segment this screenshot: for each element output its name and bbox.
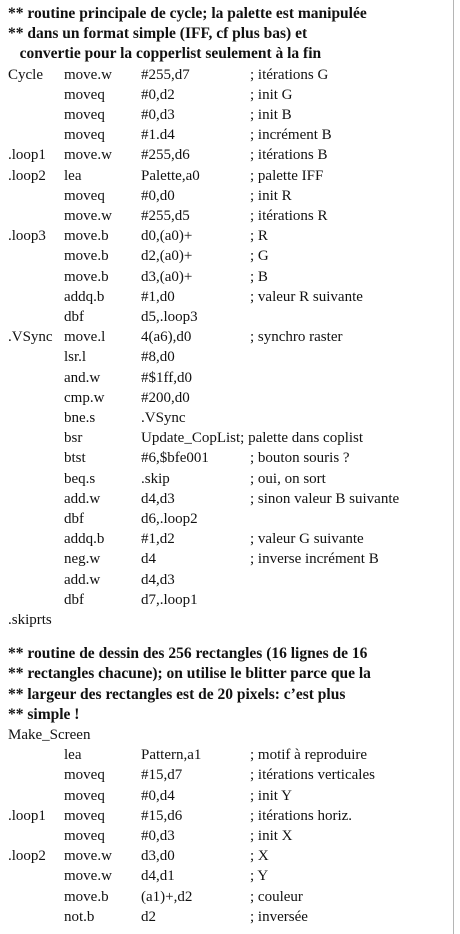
code-operand: d6,.loop2 <box>141 511 198 527</box>
comment-text: ** simple ! <box>8 705 80 723</box>
code-operand: Update_CopList; palette dans coplist <box>141 430 364 447</box>
code-line <box>8 428 450 448</box>
code-line <box>8 206 450 226</box>
code-operand: d4,d3 <box>141 490 175 507</box>
code-comment: ; valeur R suivante <box>250 288 363 305</box>
code-comment: ; palette IFF <box>250 167 324 184</box>
code-opcode: lea <box>64 747 82 764</box>
code-comment: ; oui, on sort <box>250 470 326 487</box>
code-operand: #15,d6 <box>141 807 183 824</box>
code-operand: d2,(a0)+ <box>141 248 193 265</box>
code-operand: #6,$bfe001 <box>141 450 209 467</box>
comment-text: ** routine de dessin des 256 rectangles (16 lignes de 16 <box>8 645 368 663</box>
code-operand: d7,.loop1 <box>141 591 198 608</box>
code-line <box>8 806 450 826</box>
code-opcode: move.w <box>64 868 112 885</box>
code-line <box>8 125 450 145</box>
code-label: Cycle <box>8 66 43 83</box>
code-comment: ; R <box>250 228 268 245</box>
code-line <box>8 186 450 206</box>
code-operand: #0,d3 <box>141 828 175 844</box>
code-line <box>8 570 450 590</box>
code-opcode: dbf <box>64 591 84 608</box>
code-opcode: lsr.l <box>64 349 87 366</box>
code-opcode: and.w <box>64 369 101 386</box>
code-operand: #1.d4 <box>141 127 175 144</box>
code-comment: ; init Y <box>250 787 292 804</box>
code-opcode: lea <box>64 167 82 184</box>
code-opcode: neg.w <box>64 551 101 568</box>
code-opcode: move.w <box>64 208 112 224</box>
code-opcode: moveq <box>64 107 105 123</box>
code-opcode: move.b <box>64 268 109 285</box>
code-operand: #200,d0 <box>141 389 190 406</box>
comment-line-bold <box>8 44 450 64</box>
code-operand: d4 <box>141 551 156 568</box>
code-opcode: beq.s <box>64 470 96 487</box>
code-line <box>8 65 450 85</box>
code-comment: ; sinon valeur B suivante <box>250 490 400 507</box>
code-operand: #0,d3 <box>141 107 175 123</box>
code-line <box>8 549 450 569</box>
code-line <box>8 509 450 529</box>
code-operand: #0,d4 <box>141 787 175 804</box>
code-operand: d4,d1 <box>141 868 175 885</box>
code-opcode: add.w <box>64 490 101 507</box>
code-comment: ; synchro raster <box>250 329 343 346</box>
code-opcode: cmp.w <box>64 389 105 406</box>
code-operand: 4(a6),d0 <box>141 329 192 346</box>
code-opcode: moveq <box>64 828 105 844</box>
code-opcode: btst <box>64 450 86 467</box>
code-comment: ; init X <box>250 828 293 844</box>
code-opcode: add.w <box>64 571 101 588</box>
code-label: .loop2 <box>8 167 46 184</box>
comment-line-bold <box>8 24 450 44</box>
code-opcode: dbf <box>64 309 84 325</box>
code-comment: ; Y <box>250 868 269 885</box>
code-line <box>8 226 450 246</box>
code-line <box>8 529 450 549</box>
code-opcode: moveq <box>64 807 105 824</box>
comment-line-bold <box>8 705 450 725</box>
code-comment: ; itérations B <box>250 147 328 164</box>
code-line <box>8 105 450 125</box>
code-opcode: moveq <box>64 787 105 804</box>
code-label: .loop1 <box>8 807 46 824</box>
code-line <box>8 907 450 927</box>
right-margin-rule <box>453 0 454 934</box>
code-label: .loop3 <box>8 228 46 245</box>
code-line <box>8 489 450 509</box>
code-opcode: dbf <box>64 511 84 527</box>
code-line <box>8 765 450 785</box>
code-operand: d3,(a0)+ <box>141 268 193 285</box>
code-opcode: move.l <box>64 329 106 346</box>
code-operand: #0,d2 <box>141 86 175 103</box>
code-comment: ; bouton souris ? <box>250 450 350 467</box>
code-line <box>8 145 450 165</box>
code-line <box>8 246 450 266</box>
code-comment: ; valeur G suivante <box>250 531 364 548</box>
code-operand: (a1)+,d2 <box>141 888 193 905</box>
code-comment: ; X <box>250 848 269 865</box>
code-comment: ; init G <box>250 86 293 103</box>
code-comment: ; motif à reproduire <box>250 747 368 764</box>
code-comment: ; incrément B <box>250 127 332 144</box>
code-line <box>8 745 450 765</box>
code-opcode: addq.b <box>64 531 105 548</box>
code-operand: #$1ff,d0 <box>141 369 192 386</box>
code-operand: #255,d5 <box>141 208 190 224</box>
code-line <box>8 347 450 367</box>
code-opcode: bsr <box>64 430 83 447</box>
comment-text: ** routine principale de cycle; la palette est manipulée <box>8 5 367 22</box>
code-operand: #15,d7 <box>141 767 183 784</box>
code-opcode: bne.s <box>64 410 96 426</box>
code-line <box>8 388 450 408</box>
code-opcode: move.w <box>64 848 112 865</box>
code-comment: ; itérations verticales <box>250 767 375 784</box>
comment-line-bold <box>8 664 450 684</box>
code-opcode: moveq <box>64 187 105 204</box>
code-line <box>8 826 450 846</box>
code-operand: #255,d7 <box>141 66 190 83</box>
code-operand: d2 <box>141 908 156 925</box>
code-comment: ; inverse incrément B <box>250 551 379 568</box>
code-line <box>8 469 450 489</box>
code-operand: d5,.loop3 <box>141 309 198 325</box>
code-line <box>8 85 450 105</box>
comment-text: ** largeur des rectangles est de 20 pixels: c’est plus <box>8 685 346 703</box>
code-line <box>8 327 450 347</box>
code-opcode: move.w <box>64 66 112 83</box>
code-operand: d4,d3 <box>141 571 175 588</box>
code-line <box>8 786 450 806</box>
code-operand: #255,d6 <box>141 147 190 164</box>
code-operand: #0,d0 <box>141 187 175 204</box>
code-label-line <box>8 725 450 745</box>
code-operand: Pattern,a1 <box>141 747 202 764</box>
comment-text: convertie pour la copperlist seulement à la fin <box>8 45 322 63</box>
code-comment: ; init R <box>250 187 292 204</box>
code-comment: ; B <box>250 268 268 285</box>
code-line <box>8 590 450 610</box>
code-opcode: move.b <box>64 228 109 245</box>
code-operand: d3,d0 <box>141 848 175 865</box>
code-operand: .skip <box>141 470 170 487</box>
code-comment: ; G <box>250 248 269 265</box>
code-label: .loop1 <box>8 147 46 164</box>
code-line <box>8 368 450 388</box>
comment-text: ** rectangles chacune); on utilise le blitter parce que la <box>8 665 371 683</box>
code-line <box>8 846 450 866</box>
code-opcode: moveq <box>64 767 105 784</box>
code-opcode: move.b <box>64 248 109 265</box>
code-operand: d0,(a0)+ <box>141 228 193 245</box>
code-line <box>8 166 450 186</box>
code-line <box>8 448 450 468</box>
code-label: .VSync <box>8 329 53 346</box>
comment-line-bold <box>8 685 450 705</box>
code-comment: ; itérations horiz. <box>250 807 353 824</box>
code-line <box>8 610 450 630</box>
code-operand: Palette,a0 <box>141 167 200 184</box>
code-label: .loop2 <box>8 848 46 865</box>
code-comment: ; init B <box>250 107 292 123</box>
code-opcode: addq.b <box>64 288 105 305</box>
comment-line-bold <box>8 4 450 24</box>
code-line <box>8 307 450 327</box>
comment-line-bold <box>8 644 450 664</box>
code-line <box>8 887 450 907</box>
code-comment: ; itérations R <box>250 208 328 224</box>
code-line <box>8 408 450 428</box>
code-line <box>8 866 450 886</box>
code-label: Make_Screen <box>8 727 91 743</box>
code-label: .skiprts <box>8 612 52 628</box>
code-opcode: move.b <box>64 888 109 905</box>
code-line <box>8 287 450 307</box>
code-comment: ; couleur <box>250 888 303 905</box>
code-opcode: not.b <box>64 908 95 925</box>
code-opcode: move.w <box>64 147 112 164</box>
code-comment: ; inversée <box>250 908 308 925</box>
code-opcode: moveq <box>64 86 105 103</box>
code-operand: .VSync <box>141 410 186 426</box>
code-operand: #1,d2 <box>141 531 175 548</box>
code-opcode: moveq <box>64 127 105 144</box>
comment-text: ** dans un format simple (IFF, cf plus bas) et <box>8 25 308 43</box>
code-operand: #1,d0 <box>141 288 175 305</box>
code-operand: #8,d0 <box>141 349 175 366</box>
code-line <box>8 267 450 287</box>
code-comment: ; itérations G <box>250 66 329 83</box>
